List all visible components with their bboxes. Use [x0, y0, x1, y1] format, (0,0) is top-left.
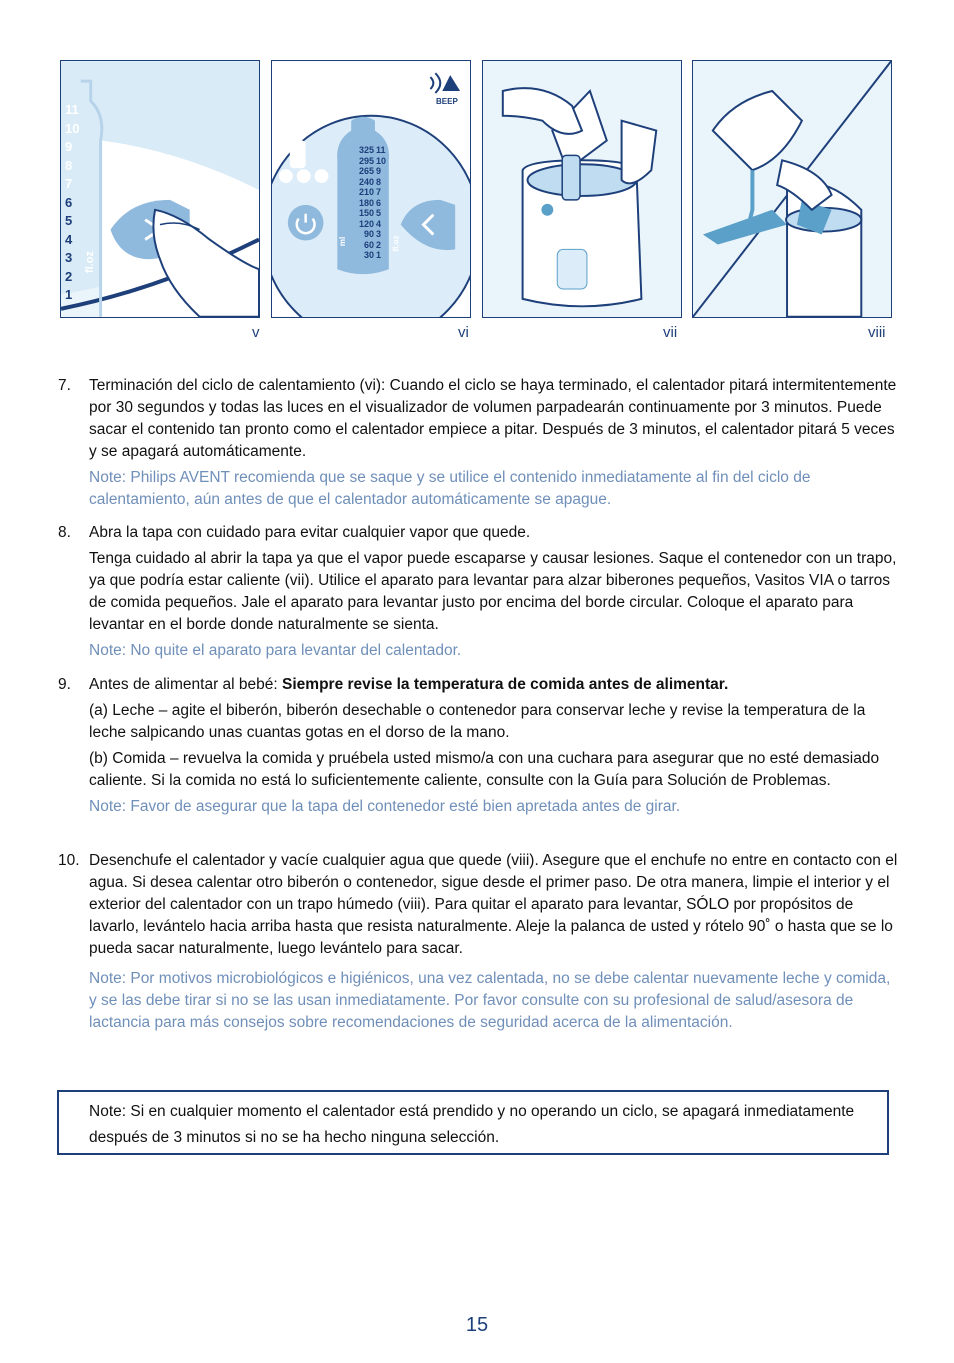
page-number: 15 — [465, 1314, 489, 1336]
step-note: Note: Philips AVENT recomienda que se saque y se utilice el contenido inmediatamente al fin del ciclo de calentamiento, aún antes de que el calentador automáticamente se apague. — [89, 469, 811, 508]
oz-mark: 2 — [376, 239, 382, 250]
oz-mark: 10 — [376, 155, 387, 166]
figure-viii — [692, 60, 892, 318]
step-9 — [58, 674, 898, 822]
ml-mark: 30 — [363, 250, 374, 260]
figure-v — [60, 60, 260, 318]
container — [562, 155, 580, 200]
scale-mark: 1 — [65, 287, 73, 302]
illustration-remove-container — [483, 61, 681, 317]
step-note: Note: No quite el aparato para levantar del calentador. — [89, 642, 462, 659]
boxed-note-text: Note: Si en cualquier momento el calentador está prendido y no operando un ciclo, se apagará inmediatamente después de 3 minutos si no se ha hecho ninguna selección. — [89, 1103, 855, 1146]
figure-vii — [482, 60, 682, 318]
ml-mark: 180 — [358, 197, 374, 208]
bottle-icon — [290, 140, 306, 168]
step-text — [89, 674, 898, 696]
step-8 — [58, 522, 898, 666]
ml-mark: 150 — [358, 208, 374, 218]
oz-mark: 4 — [376, 218, 382, 229]
figure-label: v — [252, 324, 260, 341]
step-number: 7. — [58, 377, 71, 394]
oz-mark: 7 — [376, 187, 382, 197]
step-note: Note: Favor de asegurar que la tapa del contenedor esté bien apretada antes de girar. — [89, 798, 681, 815]
step-text: Terminación del ciclo de calentamiento (vi): Cuando el ciclo se haya terminado, el calentador pitará intermitentemente por 30 segundos y todas las luces en el visualizador de volumen parpadearán continuamente por 3 minutos. Puede sacar el contenido tan pronto como el calentador empiece a pitar. Después de 3 minutos, el calentador pitará 5 veces y se apagará automáticamente. — [89, 377, 897, 460]
step-text: (b) Comida – revuelva la comida y pruébela usted mismo/a con una cuchara para asegurar que no esté demasiado caliente. Si la comida no está lo suficientemente caliente, consulte con la Guía para Solución de Problemas. — [89, 750, 880, 789]
oz-mark: 8 — [376, 176, 382, 187]
oz-mark: 1 — [376, 250, 382, 260]
volume-scale — [65, 101, 85, 305]
scale-mark: 10 — [65, 120, 80, 136]
oz-scale — [376, 145, 390, 261]
ml-mark: 240 — [358, 176, 374, 187]
figure-label: viii — [868, 324, 886, 341]
room-icon — [315, 169, 329, 183]
oz-unit-label: fl.oz — [391, 235, 401, 252]
step-text: (a) Leche – agite el biberón, biberón desechable o contenedor para conservar leche y revise la temperatura de la leche salpicando unas cuantas gotas en el dorso de la mano. — [89, 702, 866, 741]
ml-mark: 120 — [358, 218, 374, 229]
ml-mark: 210 — [358, 187, 374, 197]
figure-label: vii — [663, 324, 678, 341]
step-number: 10. — [58, 852, 80, 869]
fridge-icon — [297, 169, 311, 183]
scale-mark: 9 — [65, 139, 73, 154]
step-warning: Siempre revise la temperatura de comida antes de alimentar. — [282, 676, 729, 693]
frozen-icon — [279, 169, 293, 183]
scale-mark: 3 — [65, 250, 73, 265]
ml-mark: 60 — [363, 239, 374, 250]
ml-mark: 90 — [363, 229, 374, 239]
scale-mark: 2 — [65, 268, 73, 284]
oz-mark: 9 — [376, 166, 382, 176]
scale-mark: 11 — [65, 102, 79, 117]
step-text: Desenchufe el calentador y vacíe cualquier agua que quede (viii). Asegure que el enchufe no entre en contacto con el agua. Si desea calentar otro biberón o contenedor, sigue desde el primer paso. De otra manera, limpie el interior y el exterior del calentador con un trapo húmedo (viii). Para quitar el aparato para levantar, SÓLO por propósitos de lavarlo, levántelo hacia arriba hasta que resista naturalmente. Aleje la palanca de usted y rótelo 90˚ o hasta que se lo pueda sacar naturalmente, luego levántelo para sacar. — [89, 852, 898, 957]
ml-mark: 325 — [358, 145, 374, 155]
ml-unit-label: ml — [338, 236, 348, 247]
scale-mark: 4 — [65, 231, 73, 247]
oz-mark: 6 — [376, 197, 382, 208]
step-lead: Antes de alimentar al bebé: — [89, 676, 283, 693]
step-10 — [58, 850, 898, 1038]
oz-mark: 11 — [376, 145, 386, 155]
ml-mark: 295 — [358, 155, 374, 166]
figure-vi — [271, 60, 471, 318]
step-note: Note: Por motivos microbiológicos e higiénicos, una vez calentada, no se debe calentar nuevamente leche y comida, y se las debe tirar si no se las usan inmediatamente. Por favor consulte con su profesional de salud/asesora de lactancia para más consejos sobre recomendaciones de seguridad acerca de la alimentación. — [89, 970, 891, 1031]
scale-mark: 6 — [65, 194, 73, 210]
scale-mark: 7 — [65, 176, 73, 191]
illustration-display-scale — [61, 61, 259, 317]
step-text: Abra la tapa con cuidado para evitar cualquier vapor que quede. — [89, 524, 531, 541]
oz-mark: 5 — [376, 208, 382, 218]
ml-mark: 265 — [358, 166, 374, 176]
step-text: Tenga cuidado al abrir la tapa ya que el vapor puede escaparse y causar lesiones. Saque el contenedor con un trapo, ya que podría estar caliente (vii). Utilice el aparato para levantar para alzar biberones pequeños, Vasitos VIA o tarros de comida pequeños. Jale el aparato para levantar justo por encima del borde circular. Coloque el aparato para levantar en el borde donde naturalmente se sienta. — [89, 550, 897, 633]
oz-mark: 3 — [376, 229, 382, 239]
illustration-empty-and-clean — [693, 61, 891, 317]
beep-label: BEEP — [436, 97, 458, 106]
scale-mark: 5 — [65, 213, 73, 228]
ml-scale — [352, 145, 374, 261]
step-7 — [58, 375, 898, 515]
boxed-note — [57, 1090, 889, 1155]
scale-mark: 8 — [65, 157, 73, 173]
step-number: 9. — [58, 676, 71, 693]
warmer-body — [787, 183, 861, 316]
unit-label: fl.oz — [84, 251, 96, 273]
step-number: 8. — [58, 524, 71, 541]
figure-label: vi — [458, 324, 469, 341]
